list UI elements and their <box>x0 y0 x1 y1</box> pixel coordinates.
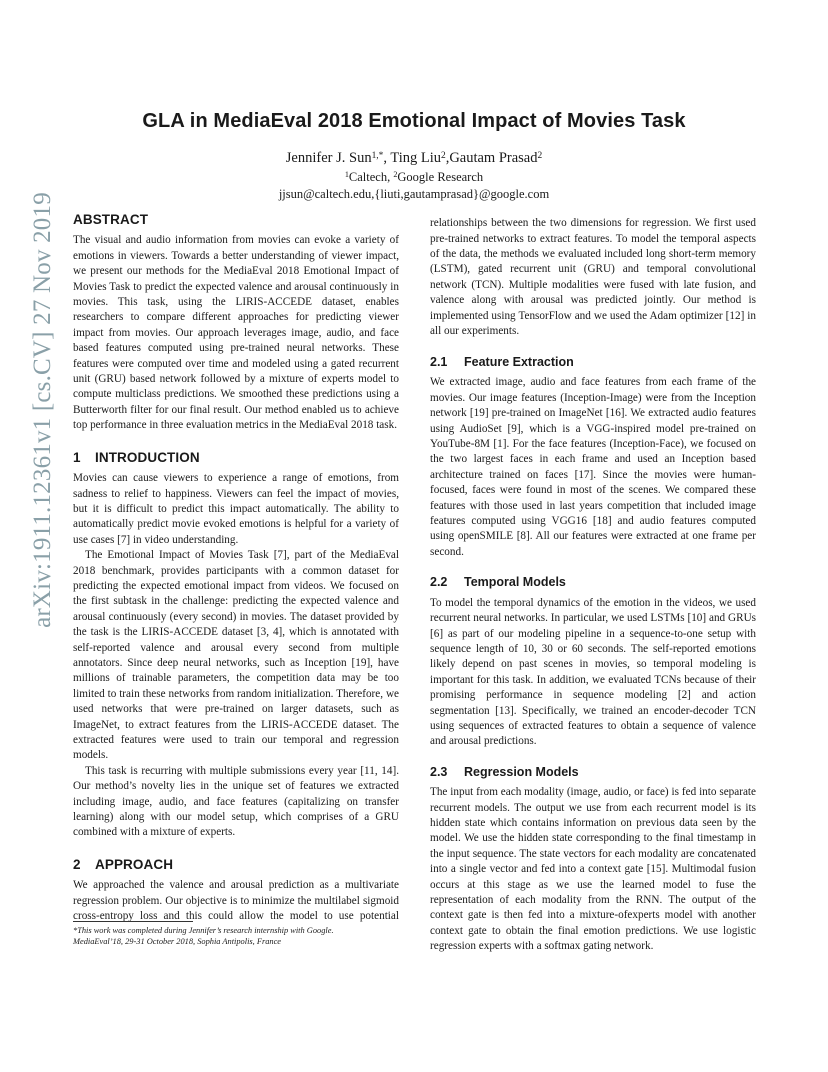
subsection-heading <box>430 355 756 370</box>
affiliation-superscript: 2 <box>393 170 398 180</box>
paragraph: We extracted image, audio and face features from each frame of the movies. Our image features (Inception-Image) were from the Inception network [19] pre-trained on ImageNet [16]. We extracted audio features using AudioSet [9], which is a VGG-inspired model pre-trained on YouTube-8M [1]. For the face features (Inception-Face), we focused on the two largest faces in each frame and used an Inception based architecture trained on faces [17]. Since the movies were human-focused, faces were found in most of the scenes. We compared these features with those used in last years competition that included image features computed using VGG16 [18] and audio features computed using openSMILE [8]. All our features were extracted at one frame per second. <box>430 376 756 558</box>
section-heading <box>73 450 399 465</box>
right-column <box>430 216 756 955</box>
subsection-title: Regression Models <box>464 764 579 779</box>
left-column <box>73 212 399 922</box>
footnote-line: MediaEval’18, 29-31 October 2018, Sophia Antipolis, France <box>73 937 282 946</box>
section-number: 1 <box>73 449 81 465</box>
approach-clip <box>73 878 399 922</box>
subsection-number: 2.3 <box>430 764 448 779</box>
paragraph: relationships between the two dimensions for regression. We first used pre-trained networks to extract features. To model the temporal aspects of the data, the methods we evaluated included long short-term memory (LSTM), gated recurrent unit (GRU) and temporal convolutional network (TCN). Multiple modalities were fused with late fusion, and valence along with arousal was predicted jointly. Our method is implemented using TensorFlow and we used the Adam optimizer [12] in all our experiments. <box>430 217 756 338</box>
arxiv-id: arXiv:1911.12361v1 [cs.CV] 27 Nov 2019 <box>29 192 56 628</box>
paragraph: The input from each modality (image, audio, or face) is fed into separate recurrent models. The output we use from each recurrent model is its hidden state which contains information on previous data seen by the model. We use the hidden state corresponding to the final timestamp in the input sequence. The state vectors for each modality are concatenated into a single vector and fed into a context gate [15]. Multimodal fusion occurs at this stage as we use the learned model to fuse the representation of each modality from the RNN. The output of the context gate is then fed into a mixture-ofexperts model with another context gate to obtain the final emotion predictions. We use logistic regression experts with a softmax gating network. <box>430 786 756 953</box>
subsection-heading <box>430 575 756 590</box>
paragraph: This task is recurring with multiple submissions every year [11, 14]. Our method’s novelty lies in the unique set of features we extracted including image, audio, and face features (capitalizing on transfer learning) along with our model setup, which comprises of a GRU combined with a mixture of experts. <box>73 764 399 839</box>
author-emails: jjsun@caltech.edu,{liuti,gautamprasad}@google.com <box>278 187 550 201</box>
affiliation-name: Caltech <box>348 170 388 184</box>
author-superscript: 1,* <box>371 150 384 161</box>
section-title: INTRODUCTION <box>95 449 200 465</box>
section-number: 2 <box>73 856 81 872</box>
subsection-number: 2.2 <box>430 575 448 590</box>
footnote-line: *This work was completed during Jennifer’s research internship with Google. <box>73 926 334 935</box>
subsection-number: 2.1 <box>430 355 448 369</box>
author-list: Jennifer J. Sun$^{1,*}$, Ting Liu$^2$,Gautam Prasad$^2$ <box>285 150 543 166</box>
affiliations: $^1$Caltech, $^2$Google Research <box>344 170 484 184</box>
author-name: Ting Liu <box>390 150 441 166</box>
page-title: GLA in MediaEval 2018 Emotional Impact of Movies Task <box>142 110 686 132</box>
paragraph: Movies can cause viewers to experience a range of emotions, from sadness to relief to happiness. Viewers can feel the impact of movies, but it is difficult to predict this impact automatically. The ability to automatically predict movie evoked emotions is helpful for a variety of use cases [7] in video understanding. <box>73 472 399 546</box>
arxiv-stamp <box>29 192 56 628</box>
footnote-rule <box>73 921 193 922</box>
author-superscript: 2 <box>440 150 446 161</box>
affiliation-name: Google Research <box>397 170 484 184</box>
author-superscript: 2 <box>537 150 543 161</box>
subsection-title: Feature Extraction <box>464 355 574 369</box>
author-name: Gautam Prasad <box>449 150 538 166</box>
section-title: APPROACH <box>95 856 174 872</box>
approach-continued <box>430 216 756 340</box>
paragraph: To model the temporal dynamics of the emotion in the videos, we used recurrent neural networks. In particular, we used LSTMs [10] and GRUs [6] as part of our modeling pipeline in a sequence-to-one setup with sequence length of 10, 30 or 60 seconds. The self-reported emotions likely depend on past scenes in movies, so temporal modeling is important for this task. In addition, we evaluated TCNs because of their promising performance in sequence modeling [2] and action segmentation [13]. Specifically, we trained an encoder-decoder TCN using sequences of extracted features to obtain a sequence of valence and arousal predictions. <box>430 596 756 748</box>
footnote <box>73 925 399 947</box>
subsection-title: Temporal Models <box>464 575 566 590</box>
paragraph: The Emotional Impact of Movies Task [7], part of the MediaEval 2018 benchmark, provides participants with a common dataset for predicting the expected emotional impact from videos. We focused on the first subtask in the challenge: predicting the expected valence and arousal continuously (every second) in movies. The dataset provided by the task is the LIRIS-ACCEDE dataset [3, 4], which is annotated with self-reported valence and arousal every second from multiple annotators. Since deep neural networks, such as Inception [19], have millions of trainable parameters, the competition data may be too limited to train these networks from random initialization. Therefore, we used networks that were pre-trained on larger datasets, such as ImageNet, to extract features from the LIRIS-ACCEDE dataset. The extracted features were used to train our temporal and regression models. <box>73 549 399 762</box>
section-heading <box>73 857 399 872</box>
author-name: Jennifer J. Sun <box>285 150 372 166</box>
paragraph: We approached the valence and arousal prediction as a multivariate regression problem. Our objective is to minimize the multilabel sigmoid cross-entropy loss and this could allow the model to use potential <box>73 879 399 923</box>
abstract-text: The visual and audio information from movies can evoke a variety of emotions in viewers. Towards a better understanding of viewer impact, we present our methods for the MediaEval 2018 Emotional Impact of Movies Task to predict the expected valence and arousal continuously in movies. This task, using the LIRIS-ACCEDE dataset, enables researchers to compare different approaches for predicting viewer impact from movies. Our approach leverages image, audio, and face based features computed using pre-trained neural networks. These features were computed over time and modeled using a gated recurrent unit (GRU) based network followed by a mixture of experts model to compute multiclass predictions. We smoothed these predictions using a Butterworth filter for our final result. Our method enabled us to achieve top performance in three evaluation metrics in the MediaEval 2018 task. <box>73 234 399 432</box>
abstract-heading: ABSTRACT <box>73 212 149 227</box>
affiliation-superscript: 1 <box>344 170 349 180</box>
subsection-heading <box>430 765 756 780</box>
